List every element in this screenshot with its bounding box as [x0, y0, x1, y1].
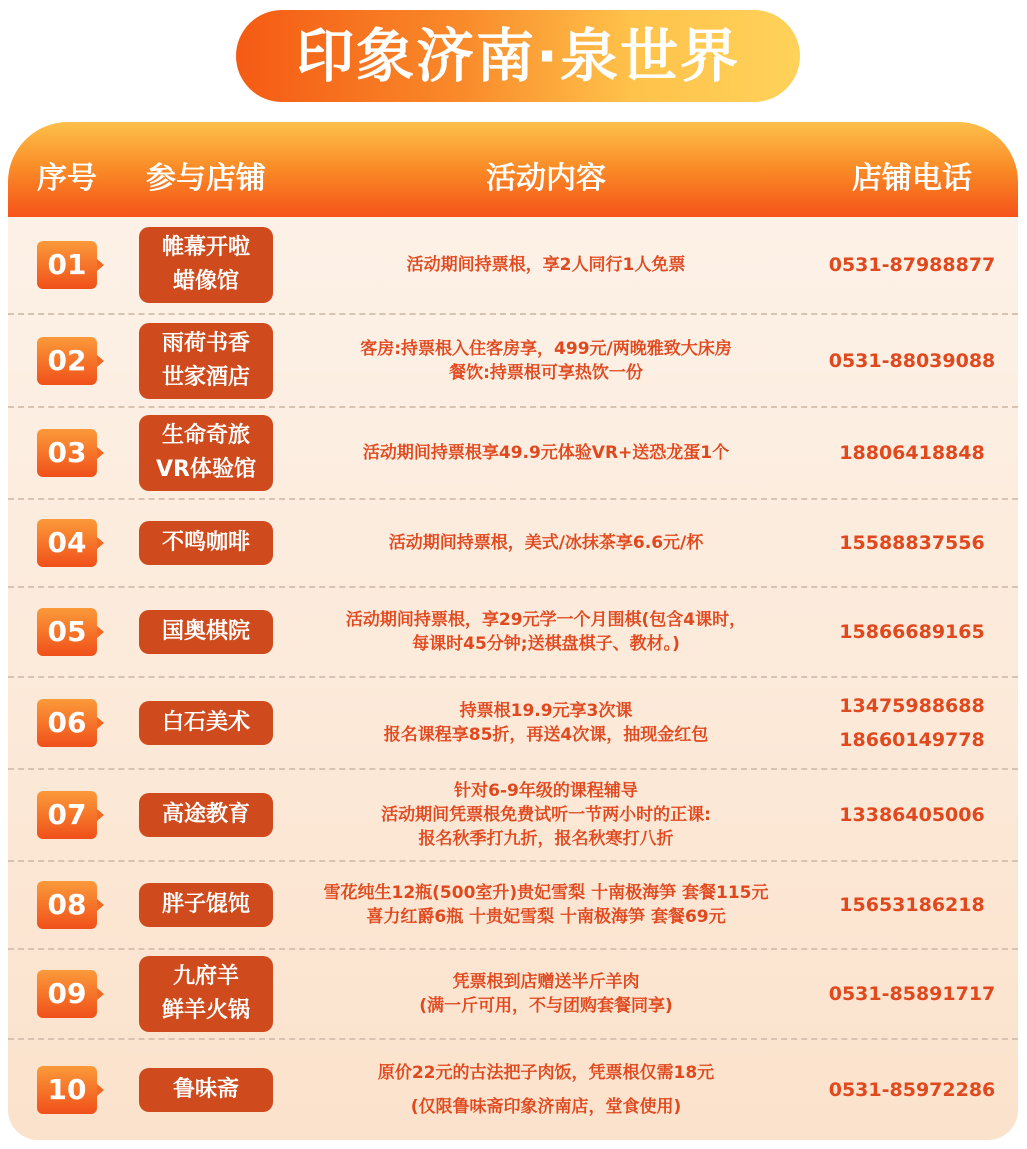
- activity-content: [286, 699, 806, 747]
- shop-name-badge: [139, 883, 273, 927]
- shop-phone: [806, 689, 1018, 757]
- shop-name-line: 九府羊: [172, 964, 239, 989]
- shop-name-badge: [139, 956, 273, 1032]
- row-number-badge: 09: [37, 970, 97, 1018]
- table-row: [8, 770, 1018, 862]
- shop-phone: [806, 977, 1018, 1011]
- activity-line: 活动期间凭票根免费试听一节两小时的正课:: [381, 805, 711, 825]
- phone-number: 13386405006: [839, 804, 985, 826]
- shop-phone: [806, 888, 1018, 922]
- activity-line: 活动期间持票根，享2人同行1人免票: [406, 255, 686, 275]
- shop-phone: [806, 1073, 1018, 1107]
- activity-line: (仅限鲁味斋印象济南店，堂食使用): [410, 1096, 682, 1117]
- shop-name-line: 不鸣咖啡: [161, 530, 250, 555]
- shop-name-line: 世家酒店: [161, 364, 250, 390]
- row-number-badge: 02: [37, 337, 97, 385]
- table-row: [8, 315, 1018, 408]
- activity-line: 喜力红爵6瓶 十贵妃雪梨 十南极海笋 套餐69元: [366, 907, 726, 927]
- shop-name-line: 白石美术: [161, 710, 250, 735]
- shop-phone: [806, 526, 1018, 560]
- row-number-badge: 01: [37, 241, 97, 289]
- row-number-badge: 07: [37, 791, 97, 839]
- table-row: [8, 1040, 1018, 1139]
- shop-name-line: 雨荷书香: [161, 330, 250, 356]
- shop-name-badge: [139, 521, 273, 565]
- activity-line: (满一斤可用，不与团购套餐同享): [419, 996, 673, 1016]
- shop-name-badge: [139, 323, 273, 399]
- row-number-badge: 05: [37, 608, 97, 656]
- activity-line: 餐饮:持票根可享热饮一份: [449, 362, 643, 383]
- table-row: [8, 588, 1018, 678]
- row-number-badge: 08: [37, 881, 97, 929]
- header-content: 活动内容: [486, 160, 606, 196]
- phone-number: 0531-85891717: [828, 983, 996, 1005]
- activity-line: 每课时45分钟;送棋盘棋子、教材。): [412, 634, 680, 654]
- shop-name-line: 蜡像馆: [172, 269, 239, 294]
- activity-content: [286, 608, 806, 656]
- shop-phone: [806, 344, 1018, 378]
- shop-name-line: 生命奇旅: [161, 423, 250, 448]
- shop-phone: [806, 798, 1018, 832]
- row-number-badge: 06: [37, 699, 97, 747]
- row-number-badge: 04: [37, 519, 97, 567]
- phone-number: 18660149778: [839, 729, 985, 751]
- shop-name-line: 鲜羊火锅: [161, 998, 250, 1023]
- shop-phone: [806, 615, 1018, 649]
- phone-number: 0531-85972286: [828, 1078, 996, 1101]
- activity-line: 报名课程享85折，再送4次课，抽现金红包: [383, 725, 709, 745]
- activity-content: [286, 1061, 806, 1119]
- shop-name-badge: [139, 415, 273, 491]
- table-header: [8, 122, 1018, 217]
- activity-content: [286, 337, 806, 385]
- activity-line: 客房:持票根入住客房享，499元/两晚雅致大床房: [360, 338, 732, 359]
- activity-content: [286, 881, 806, 929]
- shop-name-badge: [139, 1068, 273, 1112]
- shop-name-line: 胖子馄饨: [161, 892, 250, 917]
- activity-content: [286, 531, 806, 555]
- table-row: [8, 217, 1018, 315]
- table-body: [8, 217, 1018, 1139]
- phone-number: 18806418848: [839, 442, 985, 464]
- activity-line: 凭票根到店赠送半斤羊肉: [452, 972, 640, 992]
- shop-name-badge: [139, 701, 273, 745]
- table-row: [8, 500, 1018, 588]
- activity-line: 活动期间持票根，美式/冰抹茶享6.6元/杯: [388, 533, 704, 553]
- page-title: 印象济南·泉世界: [236, 10, 800, 102]
- table-row: [8, 678, 1018, 770]
- phone-number: 0531-87988877: [828, 254, 996, 276]
- shop-name-badge: [139, 227, 273, 303]
- table-row: [8, 408, 1018, 500]
- header-number: 序号: [37, 160, 97, 196]
- shop-name-line: 鲁味斋: [172, 1076, 239, 1102]
- shop-name-line: VR体验馆: [156, 457, 256, 482]
- header-phone: 店铺电话: [852, 160, 972, 196]
- phone-number: 13475988688: [839, 695, 985, 717]
- header-shop: 参与店铺: [146, 160, 266, 196]
- shop-name-badge: [139, 610, 273, 654]
- shop-name-badge: [139, 793, 273, 837]
- shop-name-line: 高途教育: [161, 802, 250, 827]
- activity-line: 原价22元的古法把子肉饭，凭票根仅需18元: [377, 1062, 715, 1083]
- activity-line: 活动期间持票根，享29元学一个月围棋(包含4课时，: [345, 610, 747, 630]
- shop-name-line: 国奥棋院: [161, 619, 250, 644]
- activity-content: [286, 970, 806, 1018]
- table-row: [8, 950, 1018, 1040]
- activity-content: [286, 779, 806, 851]
- phone-number: 15866689165: [839, 621, 985, 643]
- table-row: [8, 862, 1018, 950]
- activity-content: [286, 441, 806, 465]
- phone-number: 15653186218: [839, 894, 985, 916]
- activity-line: 报名秋季打九折，报名秋寒打八折: [418, 829, 674, 849]
- activity-content: [286, 253, 806, 277]
- promo-table: [8, 122, 1018, 1140]
- phone-number: 15588837556: [839, 532, 985, 554]
- shop-name-line: 帷幕开啦: [161, 235, 250, 260]
- row-number-badge: 10: [37, 1066, 97, 1114]
- activity-line: 雪花纯生12瓶(500室升)贵妃雪梨 十南极海笋 套餐115元: [323, 883, 769, 903]
- activity-line: 针对6-9年级的课程辅导: [454, 781, 638, 801]
- phone-number: 0531-88039088: [828, 349, 996, 372]
- row-number-badge: 03: [37, 429, 97, 477]
- activity-line: 持票根19.9元享3次课: [459, 701, 633, 721]
- shop-phone: [806, 248, 1018, 282]
- activity-line: 活动期间持票根享49.9元体验VR+送恐龙蛋1个: [362, 443, 730, 463]
- shop-phone: [806, 436, 1018, 470]
